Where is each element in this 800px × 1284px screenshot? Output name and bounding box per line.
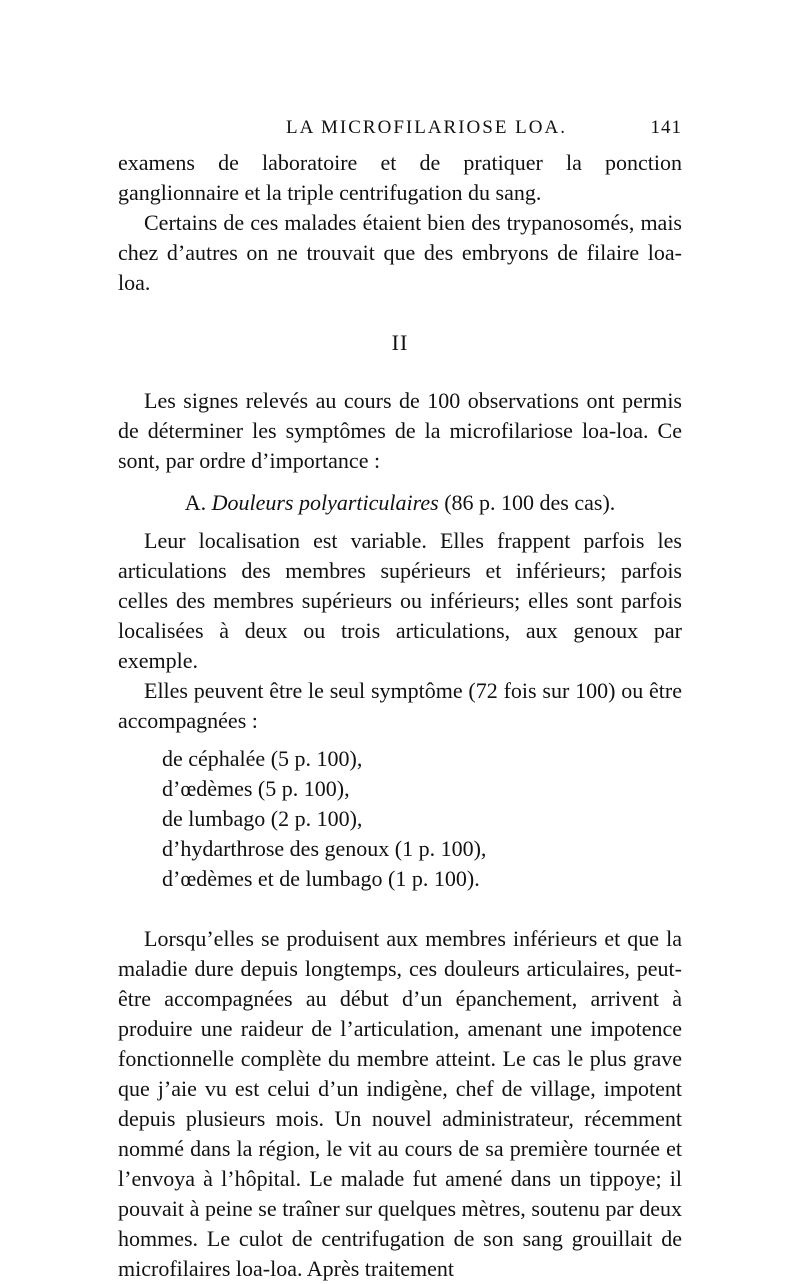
- paragraph-seul-symptome: Elles peuvent être le seul symptôme (72 fois sur 100) ou être accompagnées :: [118, 678, 682, 733]
- page-number: 141: [650, 117, 682, 138]
- list-item: d’œdèmes et de lumbago (1 p. 100).: [162, 866, 480, 891]
- heading-letter: A.: [184, 490, 207, 515]
- running-title: LA MICROFILARIOSE LOA.: [286, 117, 567, 138]
- list-item: d’hydarthrose des genoux (1 p. 100),: [162, 836, 487, 861]
- list-item: de lumbago (2 p. 100),: [162, 806, 363, 831]
- subsection-heading-a: [118, 488, 682, 518]
- running-header: [118, 117, 682, 143]
- heading-title: Douleurs polyarticulaires: [211, 490, 439, 515]
- list-item: d’œdèmes (5 p. 100),: [162, 776, 350, 801]
- paragraph-localisation: Leur localisation est variable. Elles frappent parfois les articulations des membres supérieurs et inférieurs; parfois celles des membres supérieurs ou inférieurs; elles sont parfois localisées à deux ou trois articulations, aux genoux par exemple.: [118, 528, 682, 673]
- section-number: II: [391, 330, 409, 355]
- paragraph-continuation: examens de laboratoire et de pratiquer la ponction ganglionnaire et la triple centrifugation du sang.: [118, 150, 682, 205]
- page-body: [118, 148, 682, 1284]
- list-item: de céphalée (5 p. 100),: [162, 746, 363, 771]
- paragraph-trypanosomes: Certains de ces malades étaient bien des trypanosomés, mais chez d’autres on ne trouvait que des embryons de filaire loa-loa.: [118, 210, 682, 295]
- paragraph-signs: Les signes relevés au cours de 100 observations ont permis de déterminer les symptômes de la microfilariose loa-loa. Ce sont, par ordre d’importance :: [118, 388, 682, 473]
- paragraph-case-report: Lorsqu’elles se produisent aux membres inférieurs et que la maladie dure depuis longtemps, ces douleurs articulaires, peut-être accompagnées au début d’un épanchement, arrivent à produire une raideur de l’articulation, amenant une impotence fonctionnelle complète du membre atteint. Le cas le plus grave que j’aie vu est celui d’un indigène, chef de village, impotent depuis plusieurs mois. Un nouvel administrateur, récemment nommé dans la région, le vit au cours de sa première tournée et l’envoya à l’hôpital. Le malade fut amené dans un tippoye; il pouvait à peine se traîner sur quelques mètres, soutenu par deux hommes. Le culot de centrifugation de son sang grouillait de microfilaires loa-loa. Après traitement: [118, 926, 682, 1281]
- heading-stat: (86 p. 100 des cas).: [444, 490, 616, 515]
- symptom-list: [162, 744, 682, 894]
